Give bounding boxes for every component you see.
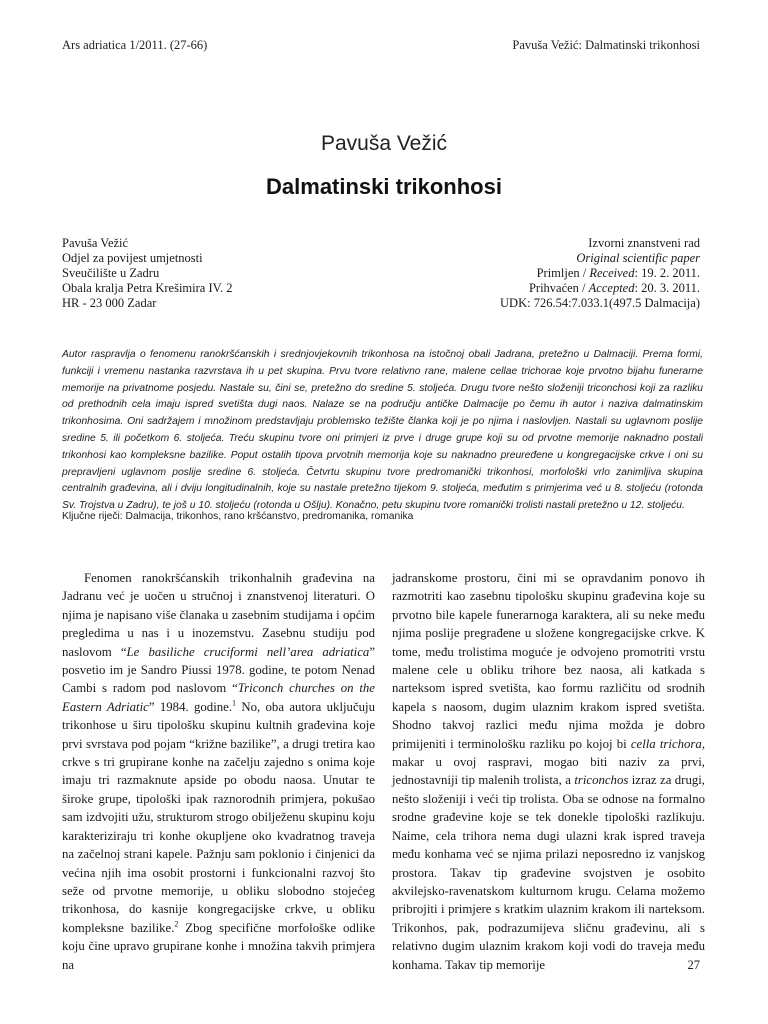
abstract: Autor raspravlja o fenomenu ranokršćanskih i srednjovjekovnih trikonhosa na istočnoj obali Jadrana, pretežno u Dalmaciji. Prema formi, funkciji i vremenu nastanka razvrstava ih u pet skupina. Prvu tvore relativno rane, malene cellae trichorae koje prvotno bijahu funerarne memorije na privatnome posjedu. Nastale su, čini se, pretežno do sredine 5. stoljeća. Drugu tvore nešto složeniji triconchosi koji za razliku od prethodnih cela imaju ispred svetišta dugi naos. Nalaze se na području antičke Dalmacije po čemu ih autor i naziva dalmatinskim trikonhosima. Oni sadržajem i množinom predstavljaju problemsko težište članka koji je po njima i naslovljen. Nastali su uglavnom poslije sredine 5. ili početkom 6. stoljeća. Treću skupinu tvore oni primjeri iz prve i druge grupe koji su od prvotne memorije naknadno postali trikonhosi kao kompleksne bazilike. Poput ostalih tipova prvotnih memorija koje su naknadno preuređene u kongregacijske crkve i oni su prepravljeni uglavnom poslije sredine 6. stoljeća. Četvrtu skupinu tvore predromanički trikonhosi, morfološki vrlo zanimljiva skupina centralnih građevina, ali i dviju longitudinalnih, koje su nastale pretežno tijekom 9. stoljeća, međutim s primjerima već u 8. stoljeću (rotonda Sv. Trojstva u Zadru), te još u 10. stoljeću (rotonda u Ošlju). Konačno, petu skupinu tvore romanički trolisti nastali pretežno u 12. stoljeću.: [62, 349, 703, 512]
affiliation-line: Obala kralja Petra Krešimira IV. 2: [62, 281, 233, 295]
paper-type: Izvorni znanstveni rad: [588, 236, 700, 250]
footnote-ref[interactable]: 2: [174, 919, 179, 929]
body-paragraph: Fenomen ranokršćanskih trikonhalnih građevina na Jadranu već je uočen u stručnoj i znanstvenoj literaturi. O njima je napisano više članaka u zasebnim studijama i općim pregledima u nas i u inozemstvu. Zasebnu studiju pod naslovom “Le basiliche cruciformi nell’area adriatica” posvetio im je Sandro Piussi 1978. godine, te potom Nenad Cambi s radom pod naslovom “Triconch churches on the Eastern Adriatic” 1984. godine.$^1$ No, oba autora uključuju trikonhose u širu tipološku skupinu kultnih građevina koje prvi svrstava pod pojam “križne bazilike”, a drugi tretira kao crkve s tri grupirane konhe na začelju zajedno s onima koje imaju tri razmaknute apside po obodu naosa. Unutar te široke grupe, tipološki ipak raznorodnih primjera, pokušao sam izdvojiti užu, strukturom strogo obilježenu skupinu koju karakteriziraju tri konhe okupljene oko kvadratnog traveja na začelnoj strani kapele. Pažnju sam poklonio i činjenici da većina njih ima osobit prostorni i funkcionalni razvoj što seže od prvotne memorije, u obliku slobodno stojećeg trikonhosa, do kasnije kongregacijske crkve, u obliku kompleksne bazilike.$^2$ Zbog specifične morfološke odlike koju čine upravo grupirane konhe i množina takvih primjera na: [62, 571, 375, 972]
affiliation-line: HR - 23 000 Zadar: [62, 296, 157, 310]
received-date: Primljen / Received: 19. 2. 2011.: [536, 266, 700, 280]
udk-code: UDK: 726.54:7.033.1(497.5 Dalmacija): [500, 296, 700, 310]
affiliation-line: Pavuša Vežić: [62, 236, 129, 250]
page-number: 27: [687, 958, 700, 972]
paper-title: Dalmatinski trikonhosi: [266, 174, 502, 199]
keywords: Ključne riječi: Dalmacija, trikonhos, rano kršćanstvo, predromanika, romanika: [62, 511, 414, 522]
running-header-right: Pavuša Vežić: Dalmatinski trikonhosi: [512, 38, 700, 52]
author-name: Pavuša Vežić: [320, 132, 448, 155]
paper-info: [500, 236, 700, 311]
accepted-date: Prihvaćen / Accepted: 20. 3. 2011.: [528, 281, 700, 295]
paper-type-en: Original scientific paper: [576, 251, 700, 265]
body-paragraph: jadranskome prostoru, čini mi se opravdanim ponovo ih razmotriti kao zasebnu tipološku skupinu građevina koje su prvotno bile kapele funerarnoga karaktera, ali su neke među njima poslije pregrađene u složene kongregacijske crkve. K tome, među trolistima moguće je odvojeno promotriti vrstu malene cele u obliku trihore bez naosa, ali katkada s narteksom ispred svetišta, kao formu različitu od srodnih kapela s naosom, dugim ulaznim krakom ispred svetišta. Shodno takvoj razlici među njima možda je dobro primijeniti i terminološku razliku po kojoj bi cella trichora, makar u ovoj raspravi, mogao biti naziv za prvi, jednostavniji tip malenih trolista, a triconchos izraz za drugi, nešto složeniji i veći tip trolista. Oba se odnose na formalno srodne građevine koje se tek donekle tipološki razlikuju. Naime, cela trihora nema dugi ulazni krak ispred traveja među konhama već se njima prilazi neposredno iz vanjskog prostora. Takav tip građevine svojstven je osobito akvilejsko-ravenatskom kulturnom krugu. Celama možemo pribrojiti i primjere s kratkim ulaznim krakom ili narteksom. Trikonhos, pak, podrazumijeva sličnu građevinu, ali s relativno dugim ulaznim krakom koji vodi do traveja među konhama. Takav tip memorije: [392, 571, 706, 972]
affiliation-line: Sveučilište u Zadru: [62, 266, 160, 280]
body-column-right: [392, 569, 705, 974]
affiliation-line: Odjel za povijest umjetnosti: [62, 251, 203, 265]
running-header-left: Ars adriatica 1/2011. (27-66): [62, 38, 208, 52]
body-column-left: [62, 569, 375, 974]
footnote-ref[interactable]: 1: [232, 698, 237, 708]
author-affiliation: [62, 236, 233, 311]
